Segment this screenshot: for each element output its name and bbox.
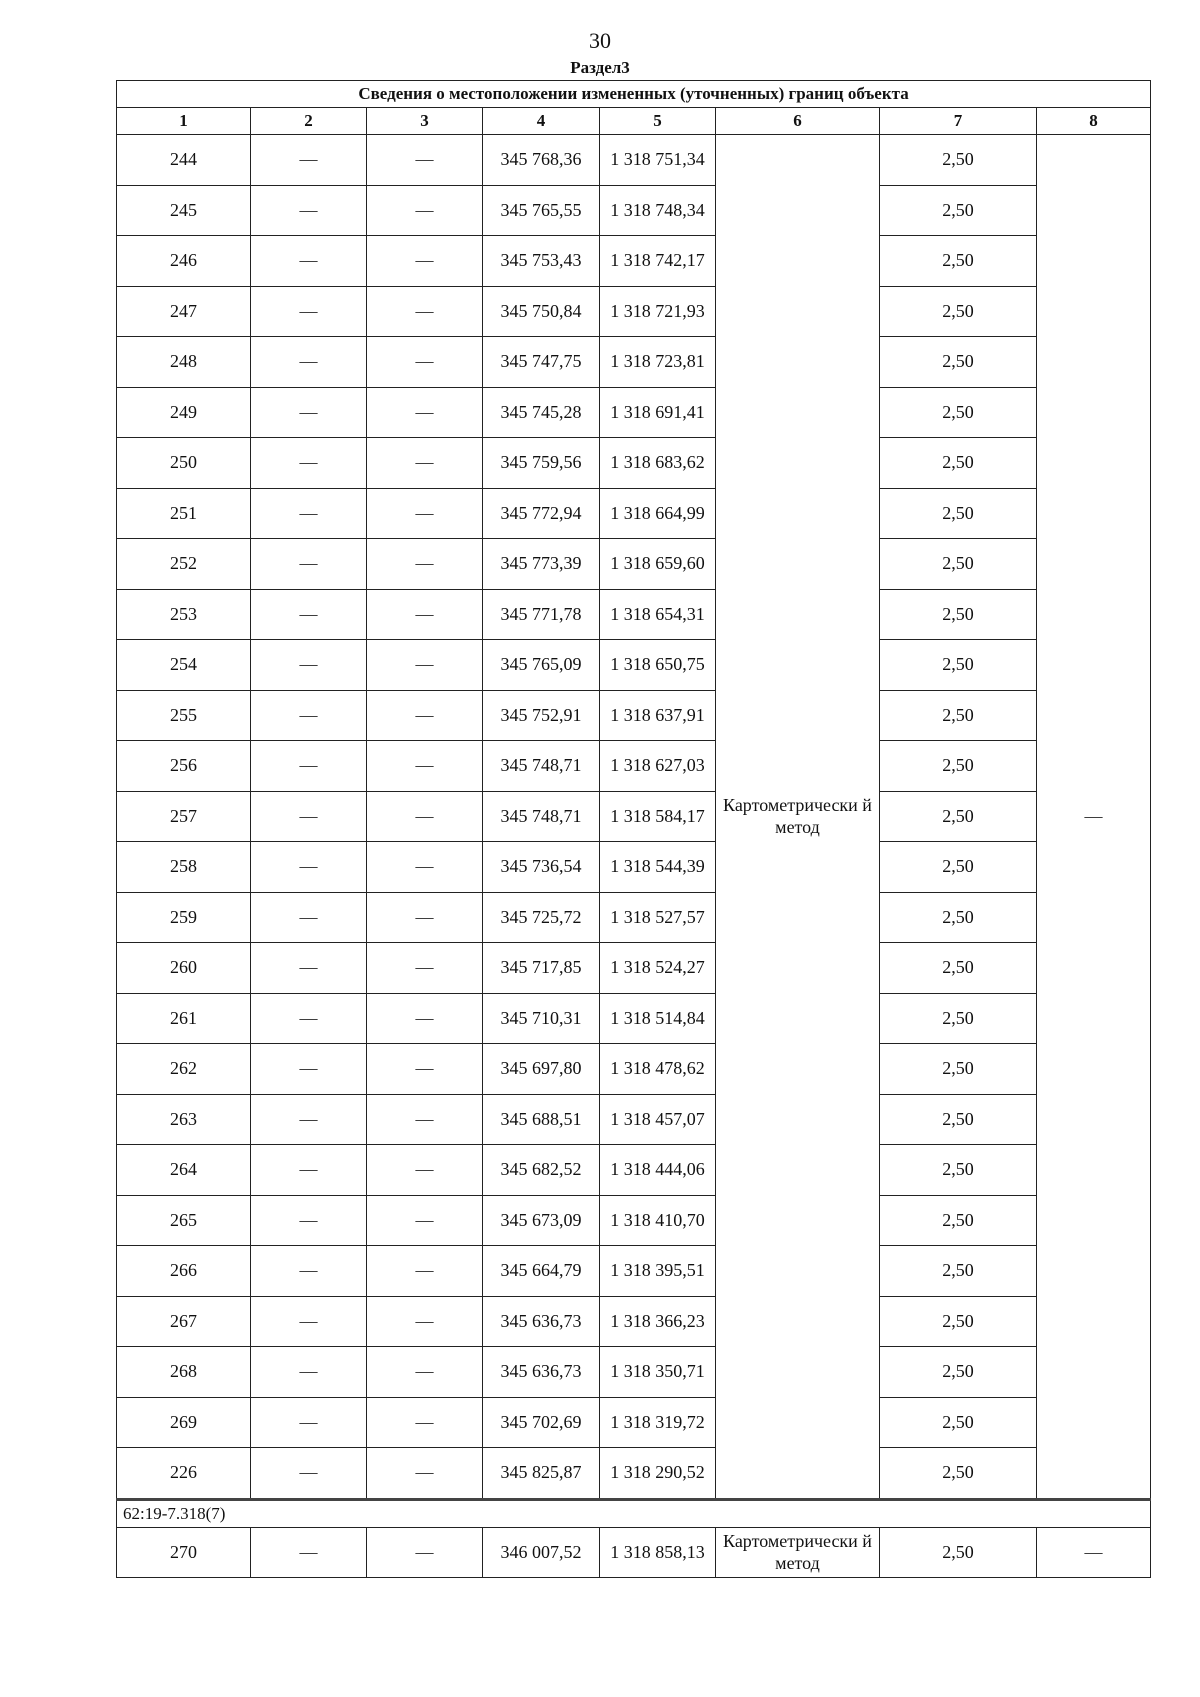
- table-row: [117, 236, 1151, 287]
- point-number-cell: 249: [117, 387, 251, 438]
- column-number-3: 3: [367, 108, 483, 135]
- table-row: [117, 1296, 1151, 1347]
- subsection-label: 62:19-7.318(7): [117, 1499, 1151, 1527]
- table-row: [117, 791, 1151, 842]
- col3-cell: —: [367, 438, 483, 489]
- point-number-cell: 244: [117, 135, 251, 186]
- accuracy-cell: 2,50: [880, 690, 1037, 741]
- point-number-cell: 257: [117, 791, 251, 842]
- y-coordinate-cell: 1 318 654,31: [600, 589, 716, 640]
- y-coordinate-cell: 1 318 444,06: [600, 1145, 716, 1196]
- col3-cell: —: [367, 1397, 483, 1448]
- x-coordinate-cell: 345 765,09: [483, 640, 600, 691]
- col2-cell: —: [251, 842, 367, 893]
- col2-cell: —: [251, 185, 367, 236]
- col3-cell: —: [367, 185, 483, 236]
- y-coordinate-cell: 1 318 723,81: [600, 337, 716, 388]
- col3-cell: —: [367, 1527, 483, 1577]
- col3-cell: —: [367, 1347, 483, 1398]
- y-coordinate-cell: 1 318 650,75: [600, 640, 716, 691]
- x-coordinate-cell: 345 688,51: [483, 1094, 600, 1145]
- accuracy-cell: 2,50: [880, 842, 1037, 893]
- accuracy-cell: 2,50: [880, 1397, 1037, 1448]
- accuracy-cell: 2,50: [880, 337, 1037, 388]
- accuracy-cell: 2,50: [880, 1145, 1037, 1196]
- x-coordinate-cell: 345 825,87: [483, 1448, 600, 1500]
- x-coordinate-cell: 345 759,56: [483, 438, 600, 489]
- col2-cell: —: [251, 741, 367, 792]
- col3-cell: —: [367, 286, 483, 337]
- y-coordinate-cell: 1 318 527,57: [600, 892, 716, 943]
- col2-cell: —: [251, 387, 367, 438]
- x-coordinate-cell: 345 748,71: [483, 791, 600, 842]
- col2-cell: —: [251, 1527, 367, 1577]
- y-coordinate-cell: 1 318 659,60: [600, 539, 716, 590]
- y-coordinate-cell: 1 318 742,17: [600, 236, 716, 287]
- y-coordinate-cell: 1 318 366,23: [600, 1296, 716, 1347]
- col2-cell: —: [251, 640, 367, 691]
- col3-cell: —: [367, 791, 483, 842]
- accuracy-cell: 2,50: [880, 1044, 1037, 1095]
- column-number-4: 4: [483, 108, 600, 135]
- accuracy-cell: 2,50: [880, 135, 1037, 186]
- x-coordinate-cell: 345 725,72: [483, 892, 600, 943]
- x-coordinate-cell: 345 682,52: [483, 1145, 600, 1196]
- col3-cell: —: [367, 943, 483, 994]
- y-coordinate-cell: 1 318 664,99: [600, 488, 716, 539]
- point-number-cell: 254: [117, 640, 251, 691]
- x-coordinate-cell: 345 636,73: [483, 1347, 600, 1398]
- col3-cell: —: [367, 488, 483, 539]
- accuracy-cell: 2,50: [880, 1527, 1037, 1577]
- accuracy-cell: 2,50: [880, 943, 1037, 994]
- table-row: [117, 387, 1151, 438]
- point-number-cell: 226: [117, 1448, 251, 1500]
- col3-cell: —: [367, 1145, 483, 1196]
- column-number-5: 5: [600, 108, 716, 135]
- point-number-cell: 253: [117, 589, 251, 640]
- table-row: [117, 993, 1151, 1044]
- point-number-cell: 248: [117, 337, 251, 388]
- col3-cell: —: [367, 842, 483, 893]
- col2-cell: —: [251, 1044, 367, 1095]
- accuracy-cell: 2,50: [880, 791, 1037, 842]
- point-number-cell: 262: [117, 1044, 251, 1095]
- x-coordinate-cell: 345 702,69: [483, 1397, 600, 1448]
- accuracy-cell: 2,50: [880, 539, 1037, 590]
- table-row: [117, 1448, 1151, 1500]
- accuracy-cell: 2,50: [880, 488, 1037, 539]
- y-coordinate-cell: 1 318 748,34: [600, 185, 716, 236]
- table-row: [117, 1195, 1151, 1246]
- y-coordinate-cell: 1 318 584,17: [600, 791, 716, 842]
- table-row: [117, 1044, 1151, 1095]
- point-number-cell: 270: [117, 1527, 251, 1577]
- y-coordinate-cell: 1 318 410,70: [600, 1195, 716, 1246]
- method-cell: Картометрически й метод: [716, 135, 880, 1500]
- table-row: [117, 539, 1151, 590]
- col2-cell: —: [251, 1094, 367, 1145]
- table-caption: Сведения о местоположении измененных (уточненных) границ объекта: [117, 81, 1151, 108]
- section-title: Раздел3: [570, 58, 630, 77]
- col2-cell: —: [251, 993, 367, 1044]
- column-number-8: 8: [1037, 108, 1151, 135]
- y-coordinate-cell: 1 318 350,71: [600, 1347, 716, 1398]
- y-coordinate-cell: 1 318 683,62: [600, 438, 716, 489]
- accuracy-cell: 2,50: [880, 892, 1037, 943]
- y-coordinate-cell: 1 318 478,62: [600, 1044, 716, 1095]
- col3-cell: —: [367, 892, 483, 943]
- accuracy-cell: 2,50: [880, 640, 1037, 691]
- col3-cell: —: [367, 1246, 483, 1297]
- point-number-cell: 252: [117, 539, 251, 590]
- col2-cell: —: [251, 1347, 367, 1398]
- table-row: [117, 892, 1151, 943]
- x-coordinate-cell: 345 747,75: [483, 337, 600, 388]
- y-coordinate-cell: 1 318 721,93: [600, 286, 716, 337]
- col2-cell: —: [251, 1397, 367, 1448]
- col2-cell: —: [251, 1296, 367, 1347]
- col2-cell: —: [251, 1145, 367, 1196]
- x-coordinate-cell: 345 750,84: [483, 286, 600, 337]
- table-row: [117, 1527, 1151, 1577]
- point-number-cell: 251: [117, 488, 251, 539]
- col2-cell: —: [251, 438, 367, 489]
- x-coordinate-cell: 345 745,28: [483, 387, 600, 438]
- x-coordinate-cell: 345 765,55: [483, 185, 600, 236]
- col3-cell: —: [367, 539, 483, 590]
- x-coordinate-cell: 345 710,31: [483, 993, 600, 1044]
- accuracy-cell: 2,50: [880, 589, 1037, 640]
- x-coordinate-cell: 345 664,79: [483, 1246, 600, 1297]
- table-row: [117, 488, 1151, 539]
- point-number-cell: 261: [117, 993, 251, 1044]
- point-number-cell: 245: [117, 185, 251, 236]
- table-row: [117, 438, 1151, 489]
- col8-cell: —: [1037, 1527, 1151, 1577]
- point-number-cell: 267: [117, 1296, 251, 1347]
- coordinates-table: [116, 80, 1151, 1578]
- col3-cell: —: [367, 135, 483, 186]
- col3-cell: —: [367, 589, 483, 640]
- col3-cell: —: [367, 741, 483, 792]
- x-coordinate-cell: 345 697,80: [483, 1044, 600, 1095]
- y-coordinate-cell: 1 318 637,91: [600, 690, 716, 741]
- point-number-cell: 258: [117, 842, 251, 893]
- column-number-2: 2: [251, 108, 367, 135]
- accuracy-cell: 2,50: [880, 236, 1037, 287]
- accuracy-cell: 2,50: [880, 438, 1037, 489]
- x-coordinate-cell: 345 753,43: [483, 236, 600, 287]
- y-coordinate-cell: 1 318 319,72: [600, 1397, 716, 1448]
- point-number-cell: 264: [117, 1145, 251, 1196]
- table-row: [117, 1347, 1151, 1398]
- col2-cell: —: [251, 943, 367, 994]
- x-coordinate-cell: 345 636,73: [483, 1296, 600, 1347]
- accuracy-cell: 2,50: [880, 387, 1037, 438]
- point-number-cell: 263: [117, 1094, 251, 1145]
- table-row: [117, 1246, 1151, 1297]
- accuracy-cell: 2,50: [880, 1195, 1037, 1246]
- accuracy-cell: 2,50: [880, 993, 1037, 1044]
- point-number-cell: 265: [117, 1195, 251, 1246]
- point-number-cell: 256: [117, 741, 251, 792]
- table-row: [117, 286, 1151, 337]
- y-coordinate-cell: 1 318 544,39: [600, 842, 716, 893]
- col3-cell: —: [367, 640, 483, 691]
- point-number-cell: 246: [117, 236, 251, 287]
- accuracy-cell: 2,50: [880, 1296, 1037, 1347]
- col3-cell: —: [367, 690, 483, 741]
- col3-cell: —: [367, 1296, 483, 1347]
- accuracy-cell: 2,50: [880, 286, 1037, 337]
- col3-cell: —: [367, 1448, 483, 1500]
- x-coordinate-cell: 346 007,52: [483, 1527, 600, 1577]
- table-row: [117, 640, 1151, 691]
- point-number-cell: 266: [117, 1246, 251, 1297]
- y-coordinate-cell: 1 318 691,41: [600, 387, 716, 438]
- y-coordinate-cell: 1 318 457,07: [600, 1094, 716, 1145]
- x-coordinate-cell: 345 717,85: [483, 943, 600, 994]
- point-number-cell: 247: [117, 286, 251, 337]
- subsection-header-row: [117, 1499, 1151, 1527]
- table-row: [117, 185, 1151, 236]
- y-coordinate-cell: 1 318 290,52: [600, 1448, 716, 1500]
- col2-cell: —: [251, 1246, 367, 1297]
- col3-cell: —: [367, 1044, 483, 1095]
- table-body: [117, 135, 1151, 1578]
- x-coordinate-cell: 345 772,94: [483, 488, 600, 539]
- point-number-cell: 269: [117, 1397, 251, 1448]
- col3-cell: —: [367, 1094, 483, 1145]
- col2-cell: —: [251, 1195, 367, 1246]
- accuracy-cell: 2,50: [880, 185, 1037, 236]
- point-number-cell: 260: [117, 943, 251, 994]
- page-number: 30: [589, 28, 611, 53]
- point-number-cell: 250: [117, 438, 251, 489]
- y-coordinate-cell: 1 318 858,13: [600, 1527, 716, 1577]
- col2-cell: —: [251, 286, 367, 337]
- table-row: [117, 1145, 1151, 1196]
- accuracy-cell: 2,50: [880, 1246, 1037, 1297]
- x-coordinate-cell: 345 773,39: [483, 539, 600, 590]
- col2-cell: —: [251, 488, 367, 539]
- accuracy-cell: 2,50: [880, 1347, 1037, 1398]
- x-coordinate-cell: 345 736,54: [483, 842, 600, 893]
- col3-cell: —: [367, 993, 483, 1044]
- accuracy-cell: 2,50: [880, 1094, 1037, 1145]
- col3-cell: —: [367, 387, 483, 438]
- col8-cell: —: [1037, 135, 1151, 1500]
- col2-cell: —: [251, 791, 367, 842]
- col2-cell: —: [251, 892, 367, 943]
- x-coordinate-cell: 345 771,78: [483, 589, 600, 640]
- col2-cell: —: [251, 236, 367, 287]
- col3-cell: —: [367, 337, 483, 388]
- table-row: [117, 741, 1151, 792]
- table-row: [117, 1397, 1151, 1448]
- table-row: [117, 589, 1151, 640]
- y-coordinate-cell: 1 318 524,27: [600, 943, 716, 994]
- table-row: [117, 135, 1151, 186]
- table-row: [117, 1094, 1151, 1145]
- point-number-cell: 268: [117, 1347, 251, 1398]
- method-cell: Картометрически й метод: [716, 1527, 880, 1577]
- table-row: [117, 690, 1151, 741]
- x-coordinate-cell: 345 752,91: [483, 690, 600, 741]
- accuracy-cell: 2,50: [880, 741, 1037, 792]
- col2-cell: —: [251, 539, 367, 590]
- x-coordinate-cell: 345 673,09: [483, 1195, 600, 1246]
- col2-cell: —: [251, 337, 367, 388]
- x-coordinate-cell: 345 748,71: [483, 741, 600, 792]
- col3-cell: —: [367, 1195, 483, 1246]
- y-coordinate-cell: 1 318 751,34: [600, 135, 716, 186]
- column-number-7: 7: [880, 108, 1037, 135]
- col2-cell: —: [251, 1448, 367, 1500]
- accuracy-cell: 2,50: [880, 1448, 1037, 1500]
- column-number-6: 6: [716, 108, 880, 135]
- col3-cell: —: [367, 236, 483, 287]
- y-coordinate-cell: 1 318 395,51: [600, 1246, 716, 1297]
- table-row: [117, 943, 1151, 994]
- y-coordinate-cell: 1 318 627,03: [600, 741, 716, 792]
- x-coordinate-cell: 345 768,36: [483, 135, 600, 186]
- table-row: [117, 842, 1151, 893]
- point-number-cell: 255: [117, 690, 251, 741]
- column-number-1: 1: [117, 108, 251, 135]
- col2-cell: —: [251, 135, 367, 186]
- col2-cell: —: [251, 589, 367, 640]
- col2-cell: —: [251, 690, 367, 741]
- column-number-row: [117, 108, 1151, 135]
- y-coordinate-cell: 1 318 514,84: [600, 993, 716, 1044]
- point-number-cell: 259: [117, 892, 251, 943]
- table-row: [117, 337, 1151, 388]
